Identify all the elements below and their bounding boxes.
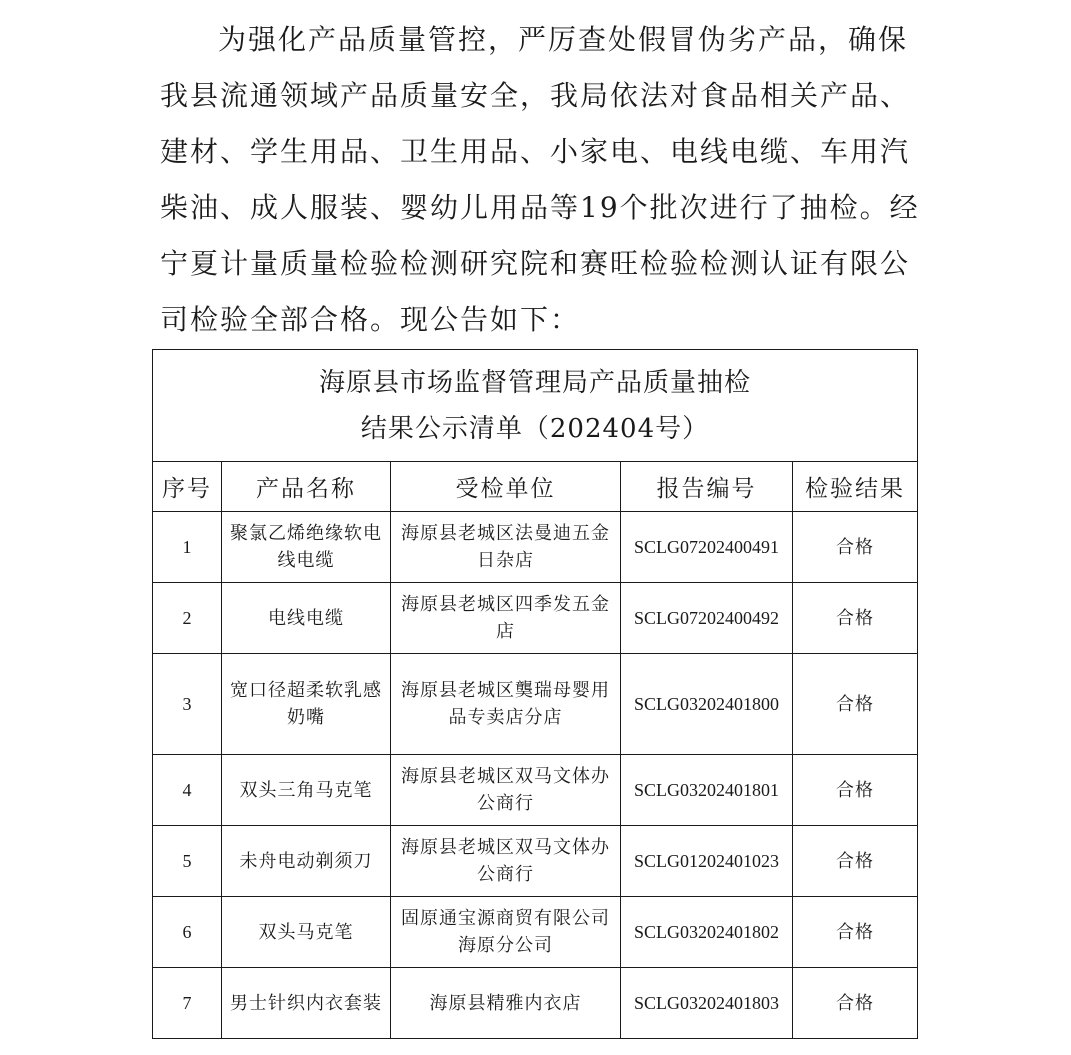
table-title <box>153 350 918 462</box>
row-result: 合格 <box>793 897 918 968</box>
header-result: 检验结果 <box>793 462 918 512</box>
row-report: SCLG07202400492 <box>621 583 793 654</box>
row-no: 2 <box>153 583 222 654</box>
row-result: 合格 <box>793 826 918 897</box>
row-unit: 海原县老城区法曼迪五金日杂店 <box>391 512 621 583</box>
row-product: 聚氯乙烯绝缘软电线电缆 <box>222 512 391 583</box>
row-result: 合格 <box>793 968 918 1039</box>
row-no: 3 <box>153 654 222 755</box>
row-report: SCLG03202401800 <box>621 654 793 755</box>
table-header-row <box>153 462 918 512</box>
row-report: SCLG03202401802 <box>621 897 793 968</box>
row-unit: 海原县精雅内衣店 <box>391 968 621 1039</box>
table-title-line-2: 结果公示清单（202404号） <box>360 413 710 444</box>
table-row <box>153 654 918 755</box>
row-report: SCLG07202400491 <box>621 512 793 583</box>
row-product: 宽口径超柔软乳感奶嘴 <box>222 654 391 755</box>
header-report: 报告编号 <box>621 462 793 512</box>
row-product: 男士针织内衣套装 <box>222 968 391 1039</box>
table-row <box>153 512 918 583</box>
row-product: 未舟电动剃须刀 <box>222 826 391 897</box>
row-result: 合格 <box>793 755 918 826</box>
row-unit: 海原县老城区双马文体办公商行 <box>391 755 621 826</box>
table-row <box>153 968 918 1039</box>
row-no: 5 <box>153 826 222 897</box>
row-unit: 海原县老城区龑瑞母婴用品专卖店分店 <box>391 654 621 755</box>
table-row <box>153 755 918 826</box>
row-report: SCLG03202401803 <box>621 968 793 1039</box>
row-unit: 固原通宝源商贸有限公司海原分公司 <box>391 897 621 968</box>
table-row <box>153 826 918 897</box>
table-row <box>153 583 918 654</box>
row-result: 合格 <box>793 583 918 654</box>
header-no: 序号 <box>153 462 222 512</box>
row-product: 电线电缆 <box>222 583 391 654</box>
row-no: 6 <box>153 897 222 968</box>
row-product: 双头三角马克笔 <box>222 755 391 826</box>
row-product: 双头马克笔 <box>222 897 391 968</box>
inspection-results-table <box>152 349 918 1039</box>
intro-paragraph <box>160 12 920 348</box>
row-unit: 海原县老城区双马文体办公商行 <box>391 826 621 897</box>
table-title-line-1: 海原县市场监督管理局产品质量抽检 <box>319 367 752 398</box>
row-report: SCLG01202401023 <box>621 826 793 897</box>
row-no: 4 <box>153 755 222 826</box>
row-report: SCLG03202401801 <box>621 755 793 826</box>
row-no: 7 <box>153 968 222 1039</box>
row-result: 合格 <box>793 654 918 755</box>
intro-text: 为强化产品质量管控，严厉查处假冒伪劣产品，确保我县流通领域产品质量安全，我局依法对食品相关产品、建材、学生用品、卫生用品、小家电、电线电缆、车用汽柴油、成人服装、婴幼儿用品等19个批次进行了抽检。经宁夏计量质量检验检测研究院和赛旺检验检测认证有限公司检验全部合格。现公告如下： <box>160 23 920 336</box>
row-no: 1 <box>153 512 222 583</box>
table-row <box>153 897 918 968</box>
row-result: 合格 <box>793 512 918 583</box>
row-unit: 海原县老城区四季发五金店 <box>391 583 621 654</box>
header-unit: 受检单位 <box>391 462 621 512</box>
header-product: 产品名称 <box>222 462 391 512</box>
